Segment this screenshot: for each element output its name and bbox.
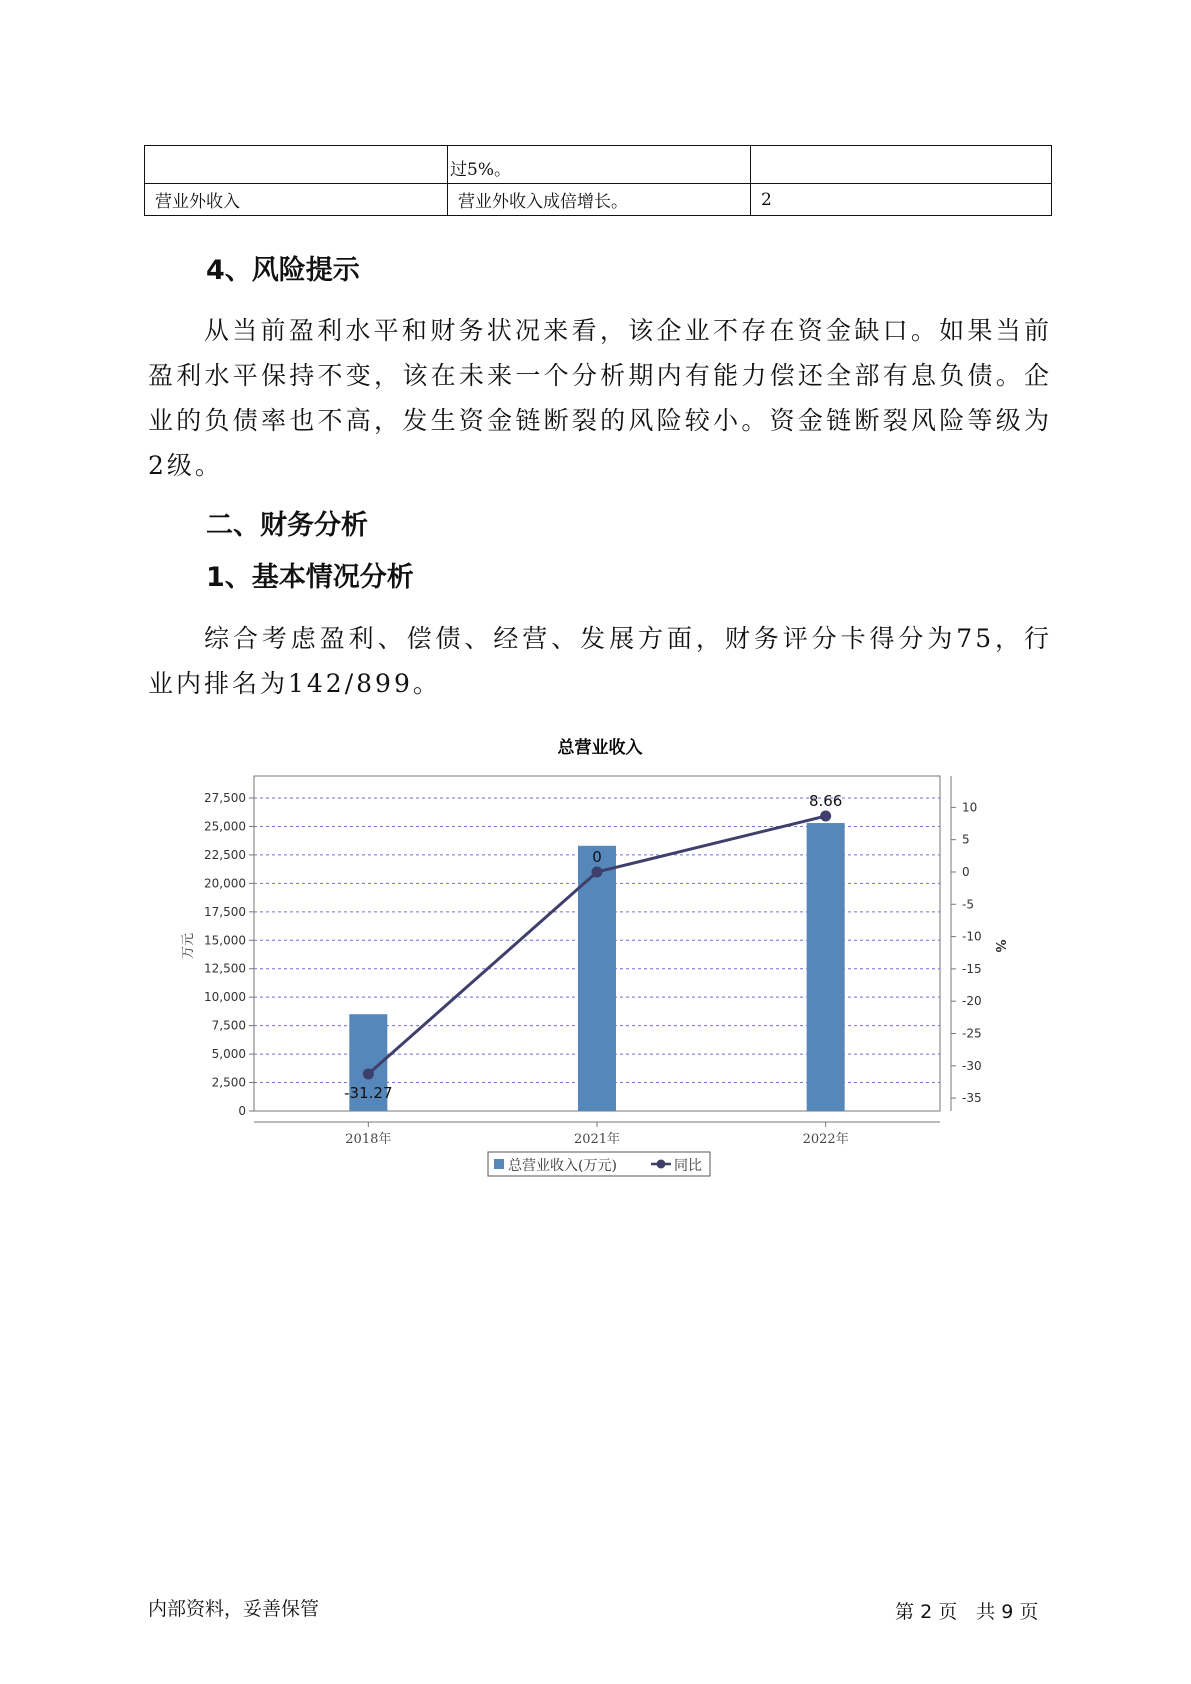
table-cell: 营业外收入 [145,184,448,216]
basic-analysis-heading: 1、基本情况分析 [206,562,414,593]
yoy-point [363,1068,374,1079]
y2-tick-label: -15 [962,961,982,976]
y2-tick-label: -35 [962,1091,982,1106]
yoy-data-label: 8.66 [808,792,843,811]
legend-line-label: 同比 [674,1158,702,1174]
table-row [145,146,1052,184]
chart-title: 总营业收入 [557,738,643,758]
y2-tick-label: -25 [962,1026,982,1041]
y-tick-label: 2,500 [211,1075,246,1090]
table-cell: 营业外收入成倍增长。 [448,184,751,216]
y2-tick-label: -5 [962,897,974,912]
yoy-data-label: 0 [592,847,602,866]
x-tick-label: 2021年 [573,1132,621,1147]
y2-tick-label: 0 [962,864,970,879]
y-axis-label: 万元 [181,932,196,960]
table-cell [145,146,448,184]
yoy-point [820,811,831,822]
y2-axis-label: % [992,939,1007,953]
y-tick-label: 0 [238,1104,246,1118]
table-cell [751,146,1052,184]
x-tick-label: 2022年 [802,1132,849,1147]
yoy-data-label: -31.27 [344,1083,393,1102]
risk-paragraph: 从当前盈利水平和财务状况来看，该企业不存在资金缺口。如果当前盈利水平保持不变，该在未来一个分析期内有能力偿还全部有息负债。企业的负债率也不高，发生资金链断裂的风险较小。资金链断裂风险等级为2级。 [148,316,1052,480]
finance-heading: 二、财务分析 [206,510,368,541]
legend-bar-swatch [494,1159,504,1169]
page-prefix: 第 [895,1601,915,1623]
revenue-chart [180,728,1020,1188]
y-tick-label: 12,500 [204,961,246,976]
y2-tick-label: -30 [962,1058,982,1073]
y-tick-label: 27,500 [204,791,246,805]
current-page: 2 [920,1601,933,1623]
y-tick-label: 20,000 [204,876,246,891]
legend-bar-label: 总营业收入(万元) [508,1158,617,1174]
y-tick-label: 5,000 [211,1047,246,1062]
risk-heading: 4、风险提示 [206,255,360,286]
table-cell: 过5%。 [448,146,751,184]
revenue-bar [807,823,845,1111]
page-number [895,1597,1038,1624]
finance-paragraph: 综合考虑盈利、偿债、经营、发展方面，财务评分卡得分为75，行业内排名为142/899。 [148,624,1052,698]
page-suffix: 页 [1019,1601,1039,1623]
y-tick-label: 10,000 [204,990,246,1005]
footer-note: 内部资料，妥善保管 [148,1598,320,1620]
total-pages: 9 [1001,1601,1014,1623]
chart-legend [488,1152,710,1176]
risk-table [144,145,1052,216]
page-mid: 页 共 [938,1601,996,1623]
table-row [145,184,1052,216]
y-tick-label: 22,500 [204,847,246,862]
table-cell: 2 [751,184,1052,216]
y2-tick-label: 5 [962,832,970,847]
y2-tick-label: 10 [962,800,978,815]
yoy-point [592,866,603,877]
y-tick-label: 7,500 [211,1018,246,1033]
legend-line-marker [657,1160,666,1169]
y2-tick-label: -20 [962,994,982,1009]
y-tick-label: 15,000 [204,933,246,948]
y-tick-label: 25,000 [204,819,246,834]
y2-tick-label: -10 [962,929,982,944]
y-tick-label: 17,500 [204,904,246,919]
x-tick-label: 2018年 [345,1132,392,1147]
